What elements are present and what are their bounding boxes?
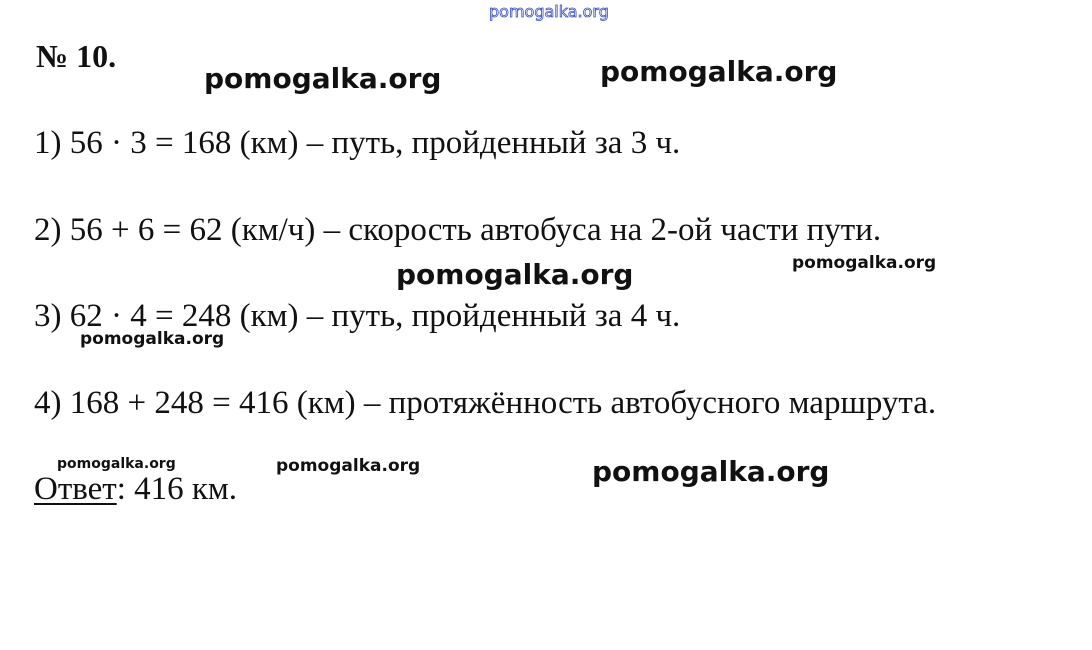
watermark: pomogalka.org — [204, 62, 442, 95]
task-number: № 10. — [36, 38, 117, 74]
answer-line — [34, 468, 237, 510]
watermark: pomogalka.org — [396, 258, 634, 291]
watermark: pomogalka.org — [592, 455, 830, 488]
watermark: pomogalka.org — [57, 456, 176, 472]
solution-step-2: 2) 56 + 6 = 62 (км/ч) – скорость автобуса на 2-ой части пути. — [34, 212, 882, 248]
watermark-top: pomogalka.org — [489, 2, 609, 21]
answer-label: Ответ — [34, 471, 117, 507]
answer-value: : 416 км. — [116, 471, 238, 507]
solution-step-4: 4) 168 + 248 = 416 (км) – протяжённость автобусного маршрута. — [34, 385, 937, 421]
watermark: pomogalka.org — [276, 456, 421, 476]
solution-step-1: 1) 56 · 3 = 168 (км) – путь, пройденный за 3 ч. — [34, 125, 681, 161]
solution-step-3: 3) 62 · 4 = 248 (км) – путь, пройденный за 4 ч. — [34, 298, 681, 334]
watermark: pomogalka.org — [792, 253, 937, 273]
watermark: pomogalka.org — [600, 55, 838, 88]
watermark: pomogalka.org — [80, 329, 225, 349]
